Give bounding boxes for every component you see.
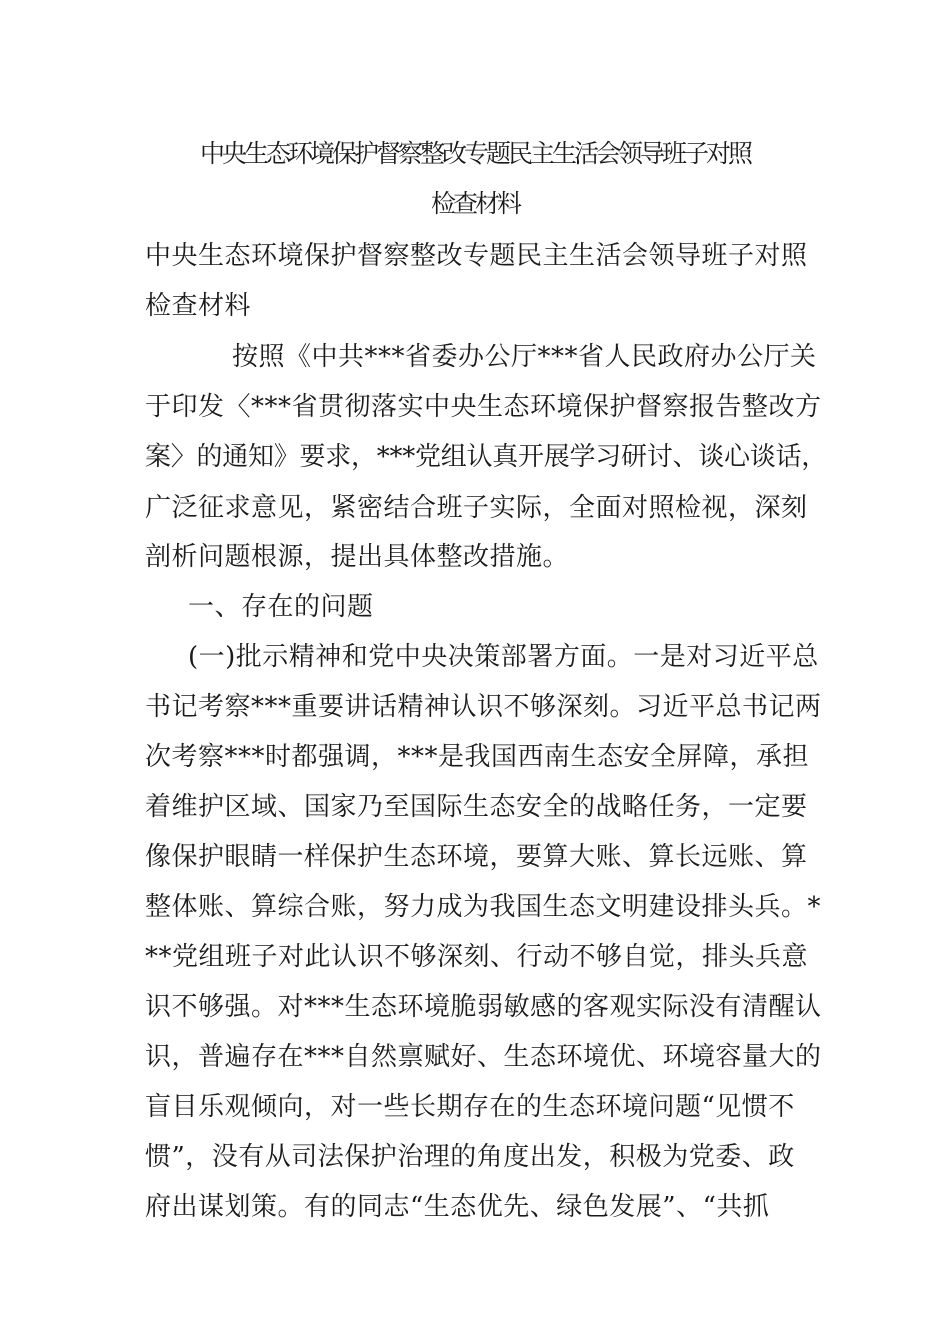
body-line: 次考察***时都强调，***是我国西南生态安全屏障，承担 — [145, 742, 810, 772]
body-line: 书记考察***重要讲话精神认识不够深刻。习近平总书记两 — [145, 692, 822, 722]
body-line: 盲目乐观倾向，对一些长期存在的生态环境问题“见惯不 — [145, 1092, 795, 1122]
body-line: 着维护区域、国家乃至国际生态安全的战略任务，一定要 — [145, 792, 808, 822]
body-line: 剖析问题根源，提出具体整改措施。 — [145, 542, 570, 572]
body-line: 中央生态环境保护督察整改专题民主生活会领导班子对照 — [145, 241, 808, 271]
document-title-line-2: 检查材料 — [430, 189, 519, 218]
body-line: 识，普遍存在***自然禀赋好、生态环境优、环境容量大的 — [145, 1042, 822, 1072]
body-line: 检查材料 — [145, 291, 252, 321]
body-line: (一)批示精神和党中央决策部署方面。一是对习近平总 — [188, 642, 819, 672]
body-line: 案〉的通知》要求，***党组认真开展学习研讨、谈心谈话， — [145, 442, 828, 472]
body-line: 广泛征求意见，紧密结合班子实际，全面对照检视，深刻 — [145, 493, 808, 523]
section-heading: 一、存在的问题 — [188, 592, 374, 622]
body-line: **党组班子对此认识不够深刻、行动不够自觉，排头兵意 — [145, 942, 809, 972]
body-line: 于印发〈***省贯彻落实中央生态环境保护督察报告整改方 — [145, 392, 822, 422]
body-line: 按照《中共***省委办公厅***省人民政府办公厅关 — [232, 342, 817, 372]
body-line: 像保护眼睛一样保护生态环境，要算大账、算长远账、算 — [145, 842, 808, 872]
body-line: 惯”，没有从司法保护治理的角度出发，积极为党委、政 — [145, 1142, 795, 1172]
body-line: 府出谋划策。有的同志“生态优先、绿色发展”、“共抓 — [145, 1192, 770, 1222]
document-title-line-1: 中央生态环境保护督察整改专题民主生活会领导班子对照 — [199, 139, 750, 168]
body-line: 整体账、算综合账，努力成为我国生态文明建设排头兵。* — [145, 892, 822, 922]
body-line: 识不够强。对***生态环境脆弱敏感的客观实际没有清醒认 — [145, 992, 822, 1022]
